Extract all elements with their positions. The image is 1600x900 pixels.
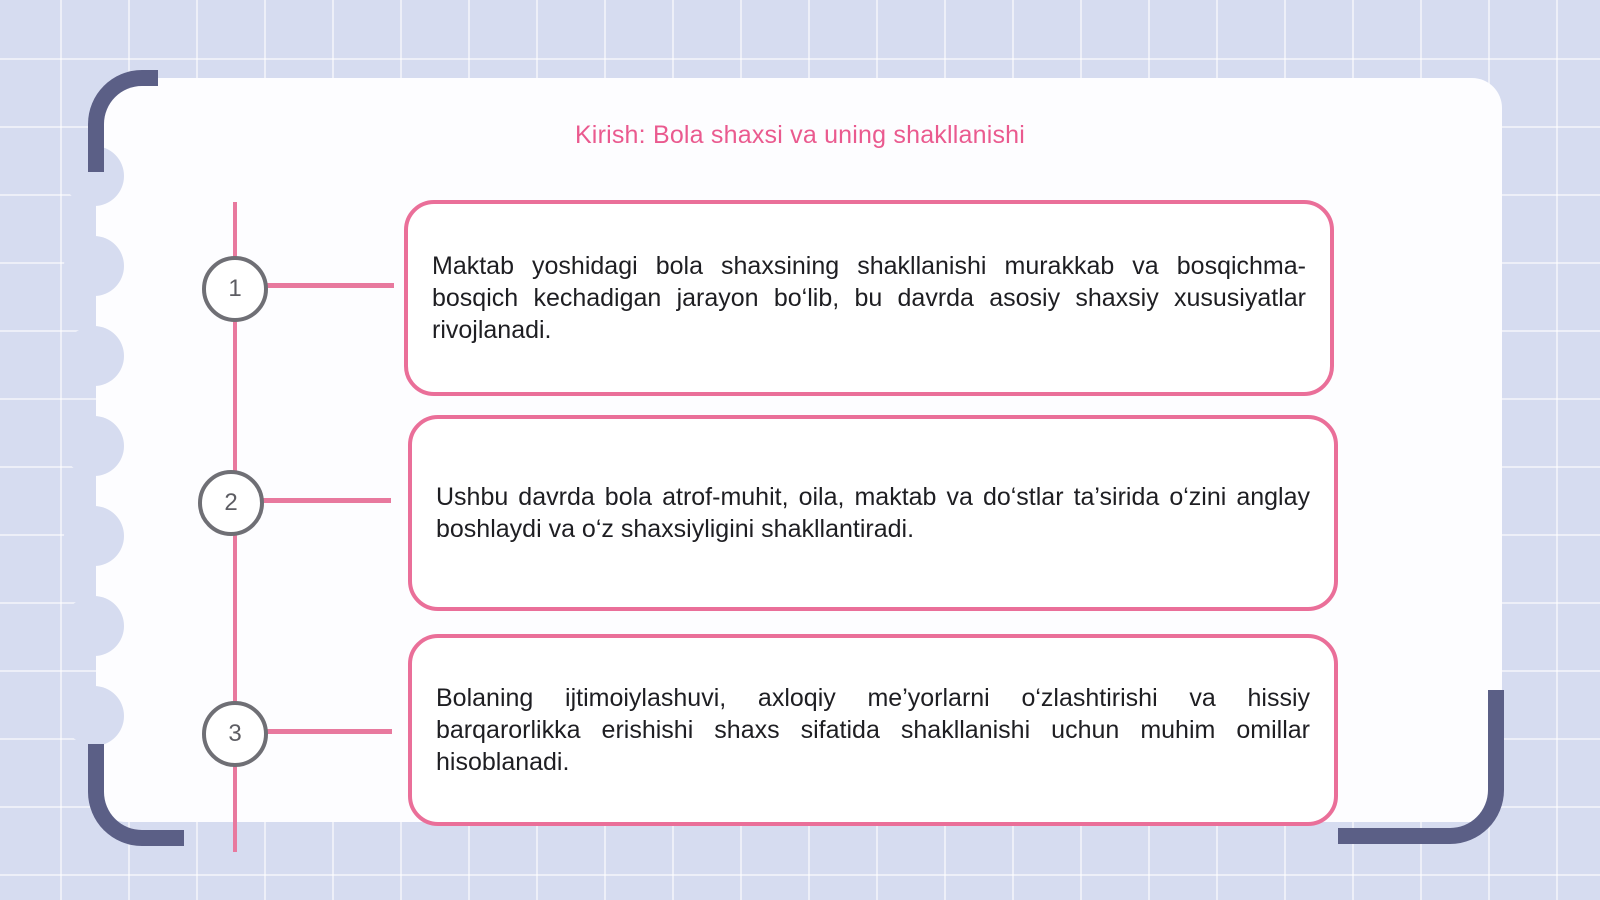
step-number-1: 1 xyxy=(202,256,268,322)
slide-title: Kirish: Bola shaxsi va uning shakllanishi xyxy=(574,121,1026,149)
corner-bracket-bottom-right xyxy=(1338,690,1504,844)
card-edge-scallop xyxy=(64,236,124,296)
card-edge-scallop xyxy=(64,506,124,566)
card-edge-scallop xyxy=(64,326,124,386)
timeline-connector-1 xyxy=(266,283,394,288)
step-number-2: 2 xyxy=(198,470,264,536)
step-text-1: Maktab yoshidagi bola shaxsining shakllanishi murakkab va bosqichma-bosqich kechadigan jarayon bo‘lib, bu davrda asosiy shaxsiy xususiyatlar rivojlanadi. xyxy=(432,252,1306,344)
step-text-3: Bolaning ijtimoiylashuvi, axloqiy me’yorlarni o‘zlashtirishi va hissiy barqarorlikka erishishi shaxs sifatida shakllanishi uchun muhim omillar hisoblanadi. xyxy=(436,684,1310,776)
card-edge-scallop xyxy=(64,596,124,656)
corner-bracket-bottom-left xyxy=(88,744,184,846)
step-box-3 xyxy=(408,634,1338,826)
step-number-3: 3 xyxy=(202,701,268,767)
timeline-connector-3 xyxy=(266,729,392,734)
step-box-2 xyxy=(408,415,1338,611)
card-edge-scallop xyxy=(64,686,124,746)
step-box-1 xyxy=(404,200,1334,396)
step-text-2: Ushbu davrda bola atrof-muhit, oila, maktab va do‘stlar ta’sirida o‘zini anglay boshlaydi va o‘z shaxsiyligini shakllantiradi. xyxy=(436,483,1310,543)
timeline-connector-2 xyxy=(263,498,391,503)
card-edge-scallop xyxy=(64,416,124,476)
